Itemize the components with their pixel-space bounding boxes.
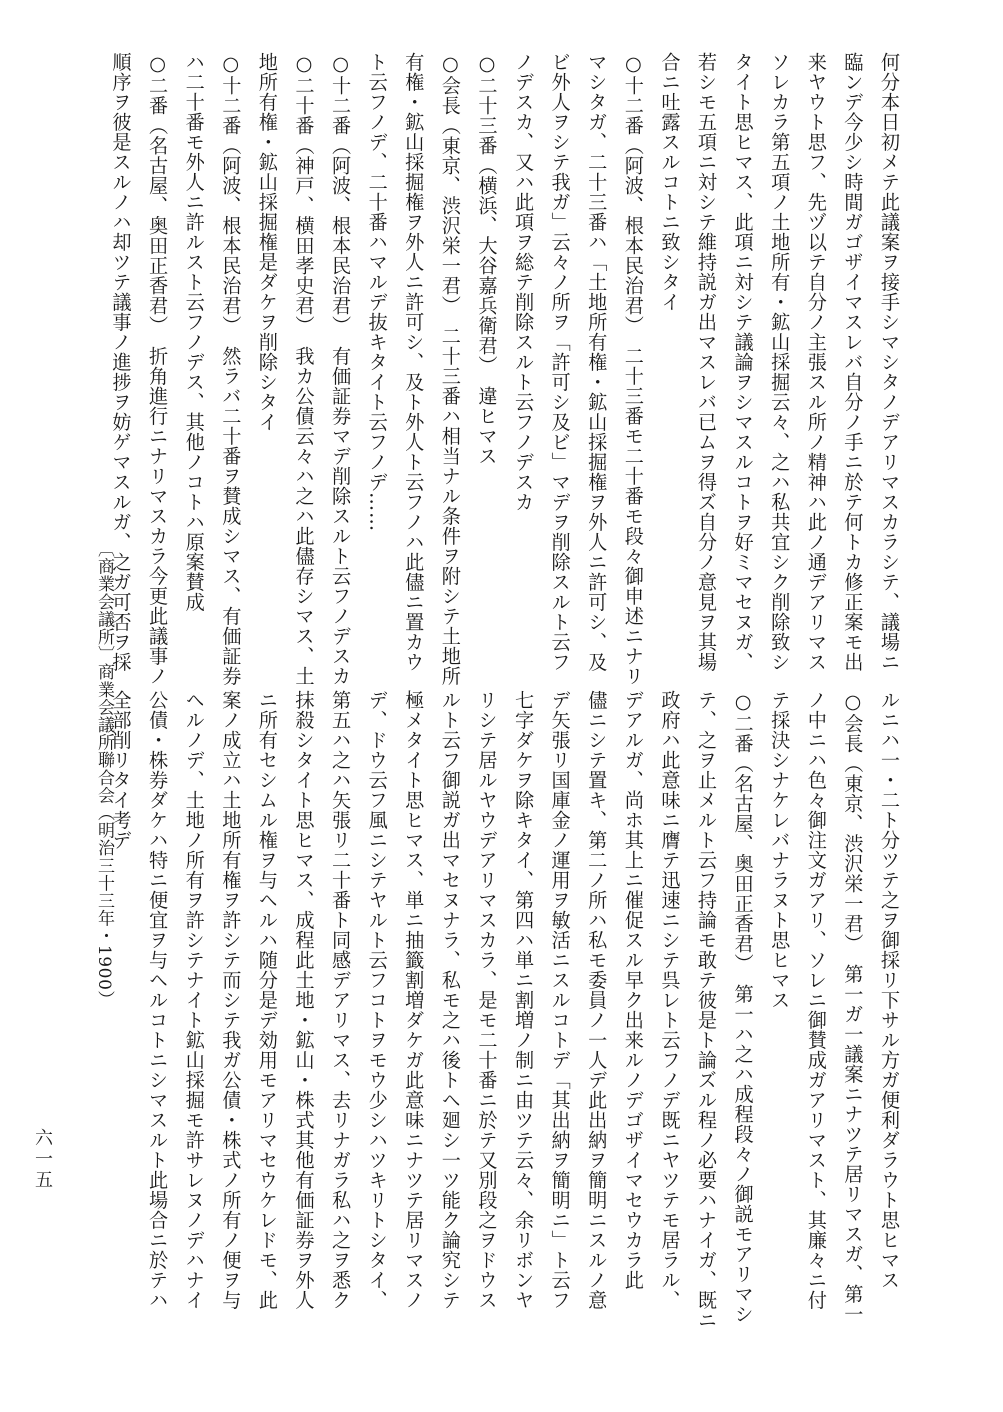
upper-line: ○十二番（阿波、根本民治君） 二十三番モ二十番モ段々御申述ニナリ [621, 52, 645, 687]
upper-line: マシタガ、二十三番ハ「土地所有権・鉱山採掘権ヲ外人ニ許可シ、及 [585, 52, 609, 672]
lower-line: 七字ダケヲ除キタイ、第四ハ単ニ割増ノ制ニ由ツテ云々、余リボンヤ [512, 690, 536, 1310]
lower-line: テ採決シナケレバナラヌト思ヒマス [768, 690, 792, 1010]
lower-line: 案ノ成立ハ土地所有権ヲ許シテ而シテ我ガ公債・株式ノ所有ノ便ヲ与 [219, 690, 243, 1310]
upper-line: ビ外人ヲシテ我ガ」云々ノ所ヲ「許可シ及ビ」マデヲ削除スルト云フ [548, 52, 572, 672]
section-label: 〔商業会議所〕 [94, 540, 114, 664]
lower-text-block [102, 690, 907, 1330]
lower-line: ○会長（東京、渋沢栄一君） 第一ガ一議案ニナツテ居リマスガ、第一 [841, 690, 865, 1325]
lower-line: デアルガ、尚ホ其上ニ催促スル早ク出来ルノデゴザイマセウカラ此 [621, 690, 645, 1290]
lower-line: デ矢張リ国庫金ノ運用ヲ敏活ニスルコトデ「其出納ヲ簡明ニ」ト云フ [548, 690, 572, 1310]
upper-line: 順序ヲ彼是スルノハ却ツテ議事ノ進捗ヲ妨ゲマスルガ、之ガ可否ヲ採 [109, 52, 133, 672]
page-number: 六一五 [32, 1128, 53, 1191]
upper-line: 何分本日初メテ此議案ヲ接手シマシタノデアリマスカラシテ、議場ニ [878, 52, 901, 672]
publication-date: （明治三十三年・1900） [94, 804, 114, 1009]
lower-line: デ、ドウ云フ風ニシテヤルト云フコトヲモウ少シハツキリトシタイ、 [365, 690, 389, 1310]
upper-line: ○会長（東京、渋沢栄一君） 二十三番ハ相当ナル条件ヲ附シテ土地所 [438, 52, 462, 687]
upper-line: ト云フノデ、二十番ハマルデ抜キタイト云フノデ…… [365, 52, 389, 532]
lower-line: 公債・株券ダケハ特ニ便宜ヲ与ヘルコトニシマスルト此場合ニ於テハ [146, 690, 170, 1310]
lower-line: 政府ハ此意味ニ膺テ迅速ニシテ呉レト云フノデ既ニヤツテモ居ラル、 [658, 690, 682, 1310]
upper-line: タイト思ヒマス、此項ニ対シテ議論ヲシマスルコトヲ好ミマセヌガ、 [731, 52, 755, 672]
lower-line: 第五ハ之ハ矢張リ二十番ト同感デアリマス、去リナガラ私ハ之ヲ悉ク [329, 690, 353, 1310]
lower-line: 儘ニシテ置キ、第二ノ所ハ私モ委員ノ一人デ此出納ヲ簡明ニスルノ意 [585, 690, 609, 1310]
upper-line: 有権・鉱山採掘権ヲ外人ニ許可シ、及ト外人ト云フノハ此儘ニ置カウ [402, 52, 426, 672]
upper-line: ○十二番（阿波、根本民治君） 有価証券マデ削除スルト云フノデスカ [329, 52, 353, 687]
upper-line: 若シモ五項ニ対シテ維持説ガ出マスレバ已ムヲ得ズ自分ノ意見ヲ其場 [695, 52, 719, 672]
upper-line: ○二十番（神戸、横田孝史君） 我カ公債云々ハ之ハ此儘存シマス、土 [292, 52, 316, 687]
upper-line: ○十二番（阿波、根本民治君） 然ラバ二十番ヲ賛成シマス、有価証券 [219, 52, 243, 687]
running-footer [90, 540, 118, 1100]
lower-line: ルニハ一・二ト分ツテ之ヲ御採リ下サル方ガ便利ダラウト思ヒマス [878, 690, 901, 1290]
upper-text-block [102, 52, 907, 687]
upper-line: ハ二十番モ外人ニ許ルスト云フノデス、其他ノコトハ原案賛成 [182, 52, 206, 612]
lower-line: 全部削リタイ考デ [109, 690, 133, 850]
lower-line: ○二番（名古屋、奥田正香君） 第一ハ之ハ成程段々ノ御説モアリマシ [731, 690, 755, 1325]
lower-line: ニ所有セシムル権ヲ与ヘルハ随分是デ効用モアリマセウケレドモ、此 [255, 690, 279, 1310]
lower-line: テ、之ヲ止メルト云フ持論モ敢テ彼是ト論ズル程ノ必要ハナイガ、既ニ [695, 690, 719, 1330]
upper-line: 合ニ吐露スルコトニ致シタイ [658, 52, 682, 312]
upper-line: 臨ンデ今少シ時間ガゴザイマスレバ自分ノ手ニ於テ何トカ修正案モ出 [841, 52, 865, 672]
upper-line: ○二番（名古屋、奥田正香君） 折角進行ニナリマスカラ今更此議事ノ [146, 52, 170, 687]
lower-line: 抹殺シタイト思ヒマス、成程此土地・鉱山・株式其他有価証券ヲ外人 [292, 690, 316, 1310]
upper-line: ノデスカ、又ハ此項ヲ総テ削除スルト云フノデスカ [512, 52, 536, 512]
lower-line: ノ中ニハ色々御注文ガアリ、ソレニ御賛成ガアリマスト、其廉々ニ付 [804, 690, 828, 1310]
lower-line: リシテ居ルヤウデアリマスカラ、是モ二十番ニ於テ又別段之ヲドウス [475, 690, 499, 1310]
lower-line: ルト云フ御説ガ出マセヌナラ、私モ之ハ後トヘ廻シ一ツ能ク論究シテ [438, 690, 462, 1310]
publication-title: 商業会議所聯合会 [94, 663, 114, 805]
upper-line: 地所有権・鉱山採掘権是ダケヲ削除シタイ [255, 52, 279, 432]
lower-line: ヘルノデ、土地ノ所有ヲ許シテナイト鉱山採掘モ許サレヌノデハナイ [182, 690, 206, 1310]
lower-line: 極メタイト思ヒマス、単ニ抽籤割増ダケガ此意味ニナツテ居リマスノ [402, 690, 426, 1310]
upper-line: ○二十三番（横浜、大谷嘉兵衛君） 違ヒマス [475, 52, 499, 467]
upper-line: ソレカラ第五項ノ土地所有・鉱山採掘云々、之ハ私共宜シク削除致シ [768, 52, 792, 672]
upper-line: 来ヤウト思フ、先ヅ以テ自分ノ主張スル所ノ精神ハ此ノ通デアリマス [804, 52, 828, 672]
